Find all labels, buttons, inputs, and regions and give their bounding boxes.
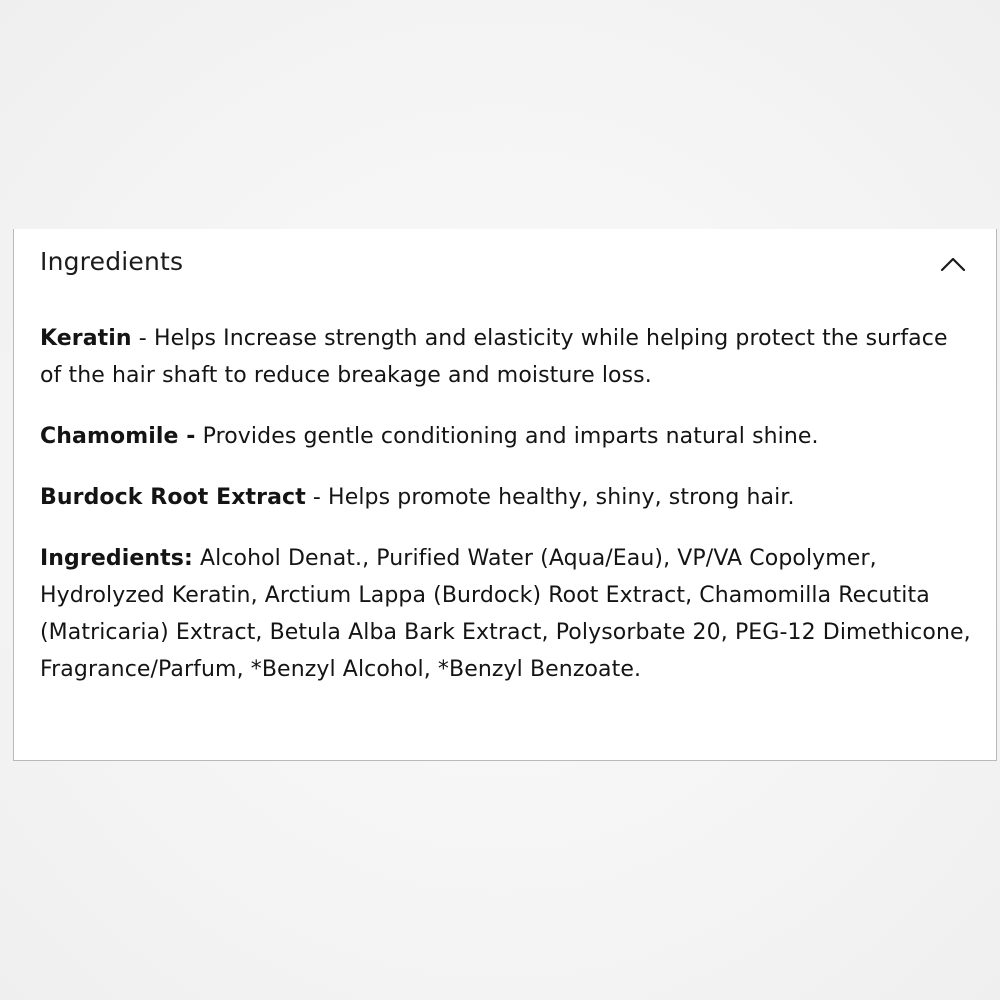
ingredient-name: Burdock Root Extract [40,485,306,510]
accordion-header[interactable] [14,229,996,295]
ingredient-separator [196,424,203,449]
ingredient-name: Keratin [40,326,132,351]
full-ingredients-list [40,540,975,688]
full-ingredients-label: Ingredients: [40,546,193,571]
chevron-up-icon [940,256,966,272]
ingredients-accordion [13,229,997,761]
accordion-content [40,320,975,712]
ingredient-burdock-root-extract [40,479,975,516]
ingredient-description: Helps Increase strength and elasticity while helping protect the surface of the hair shaft to reduce breakage and moisture loss. [40,326,948,388]
ingredient-chamomile [40,418,975,455]
ingredient-separator: - [305,485,329,510]
collapse-toggle-button[interactable] [938,249,968,279]
ingredient-description: Helps promote healthy, shiny, strong hair. [328,485,795,510]
ingredient-keratin [40,320,975,394]
ingredient-description: Provides gentle conditioning and imparts natural shine. [202,424,819,449]
full-ingredients-text: Alcohol Denat., Purified Water (Aqua/Eau), VP/VA Copolymer, Hydrolyzed Keratin, Arctium Lappa (Burdock) Root Extract, Chamomilla Recutita (Matricaria) Extract, Betula Alba Bark Extract, Polysorbate 20, PEG-12 Dimethicone, Fragrance/Parfum, *Benzyl Alcohol, *Benzyl Benzoate. [40,546,971,682]
ingredient-name: Chamomile - [40,424,196,449]
ingredient-separator: - [131,326,154,351]
accordion-title: Ingredients [40,247,184,276]
